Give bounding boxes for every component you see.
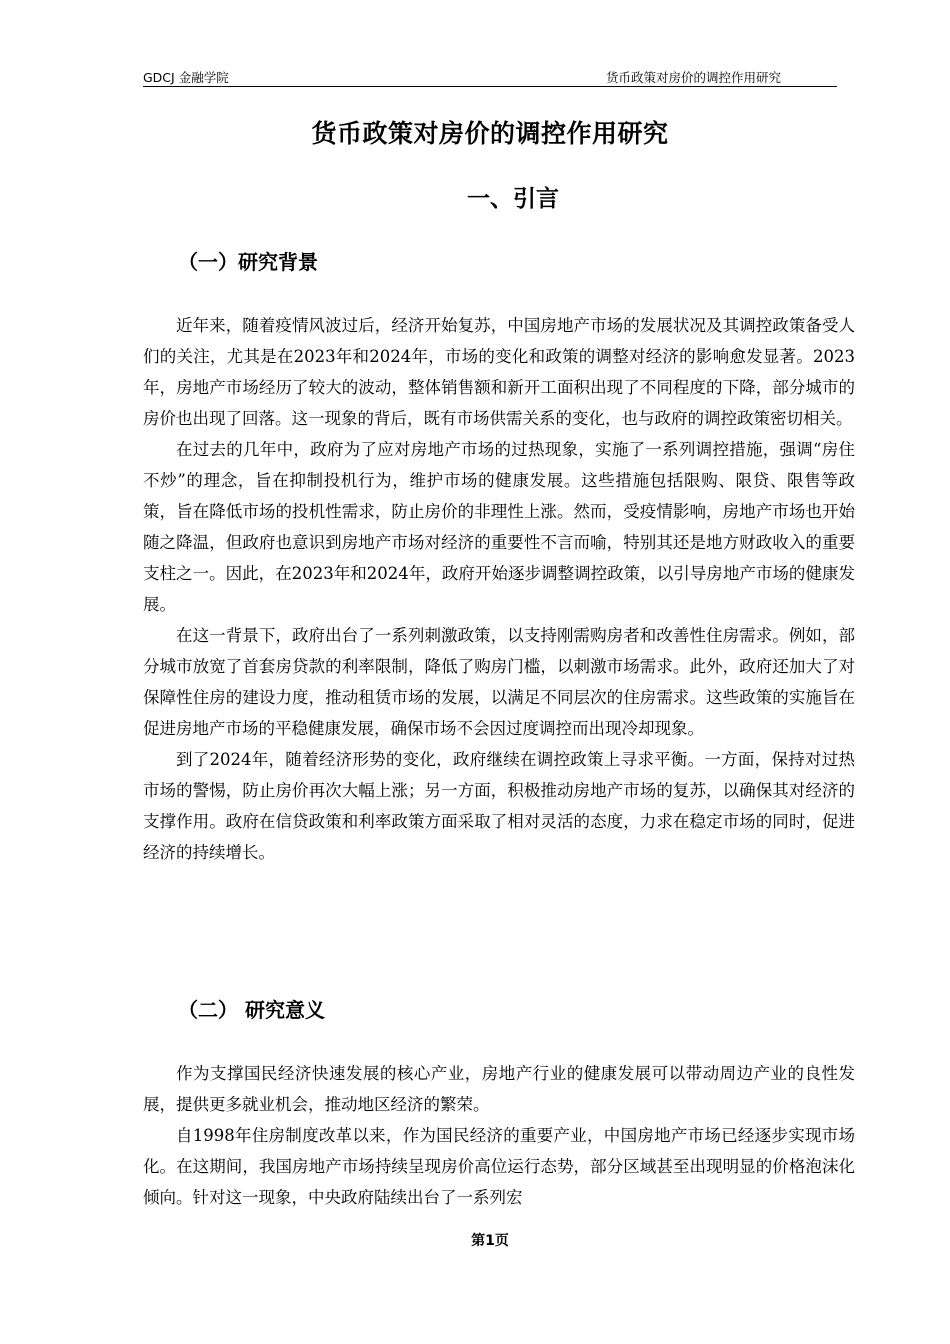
header-institution: GDCJ 金融学院 [143,70,229,85]
subsection-heading-significance: （二） 研究意义 [178,998,325,1022]
header-doc-title: 货币政策对房价的调控作用研究 [605,70,781,85]
paragraph: 到了2024年，随着经济形势的变化，政府继续在调控政策上寻求平衡。一方面，保持对过热市场的警惕，防止房价再次大幅上涨；另一方面，积极推动房地产市场的复苏，以确保其对经济的支撑作用。政府在信贷政策和利率政策方面采取了相对灵活的态度，力求在稳定市场的同时，促进经济的持续增长。 [143,750,855,862]
significance-section-body [143,1058,855,1213]
paragraph: 作为支撑国民经济快速发展的核心产业，房地产行业的健康发展可以带动周边产业的良性发展，提供更多就业机会，推动地区经济的繁荣。 [143,1064,855,1114]
paragraph: 近年来，随着疫情风波过后，经济开始复苏，中国房地产市场的发展状况及其调控政策备受人们的关注，尤其是在2023年和2024年，市场的变化和政策的调整对经济的影响愈发显著。2023年，房地产市场经历了较大的波动，整体销售额和新开工面积出现了不同程度的下降，部分城市的房价也出现了回落。这一现象的背后，既有市场供需关系的变化，也与政府的调控政策密切相关。 [143,316,855,428]
document-title: 货币政策对房价的调控作用研究 [311,119,669,148]
background-section-body [143,310,855,868]
section-heading-introduction: 一、引言 [467,186,559,212]
paragraph: 在过去的几年中，政府为了应对房地产市场的过热现象，实施了一系列调控措施，强调“房住不炒”的理念，旨在抑制投机行为，维护市场的健康发展。这些措施包括限购、限贷、限售等政策，旨在降低市场的投机性需求，防止房价的非理性上涨。然而，受疫情影响，房地产市场也开始随之降温，但政府也意识到房地产市场对经济的重要性不言而喻，特别其还是地方财政收入的重要支柱之一。因此，在2023年和2024年，政府开始逐步调整调控政策，以引导房地产市场的健康发展。 [143,440,855,614]
paragraph: 在这一背景下，政府出台了一系列刺激政策，以支持刚需购房者和改善性住房需求。例如，部分城市放宽了首套房贷款的利率限制，降低了购房门槛，以刺激市场需求。此外，政府还加大了对保障性住房的建设力度，推动租赁市场的发展，以满足不同层次的住房需求。这些政策的实施旨在促进房地产市场的平稳健康发展，确保市场不会因过度调控而出现冷却现象。 [143,626,855,738]
page-header [143,68,837,87]
page-number: 第1页 [471,1233,509,1249]
paragraph: 自1998年住房制度改革以来，作为国民经济的重要产业，中国房地产市场已经逐步实现市场化。在这期间，我国房地产市场持续呈现房价高位运行态势，部分区域甚至出现明显的价格泡沫化倾向。针对这一现象，中央政府陆续出台了一系列宏 [143,1126,855,1207]
subsection-heading-background: （一）研究背景 [178,250,318,274]
